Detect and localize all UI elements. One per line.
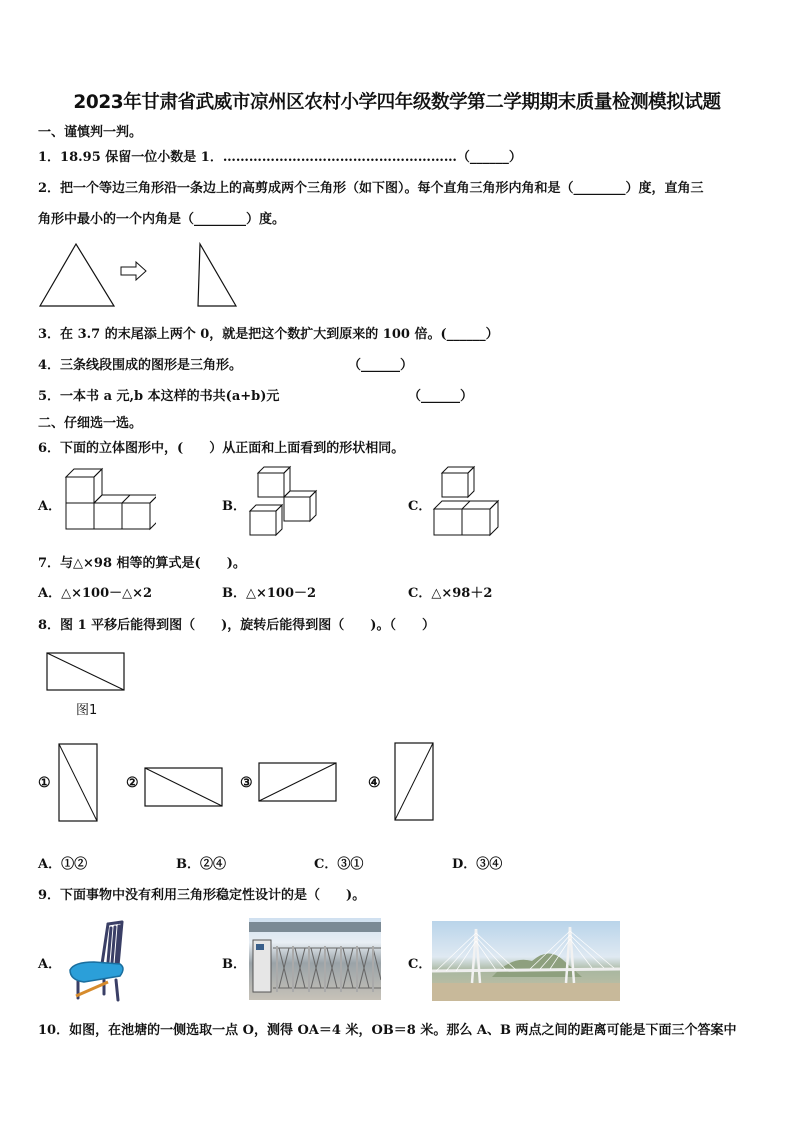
q8-figure-option-2 xyxy=(144,767,224,809)
q7-option-b: B．△×100－2 xyxy=(222,586,317,601)
q6-cube-figure-c xyxy=(430,465,500,537)
q9-option-c-label: C． xyxy=(408,957,432,972)
q8-figure-option-4 xyxy=(394,742,436,822)
q8-figure-option-1 xyxy=(58,743,100,823)
q8-marker-4: ④ xyxy=(368,775,381,791)
q9-retractable-gate-image xyxy=(249,918,381,1000)
page-title: 2023年甘肃省武威市凉州区农村小学四年级数学第二学期期末质量检测模拟试题 xyxy=(73,92,721,113)
q9-cable-bridge-image xyxy=(432,921,620,1001)
q8-figure-1-rectangle xyxy=(46,652,126,692)
q2-triangle-figure xyxy=(36,240,246,310)
question-3: 3．在 3.7 的末尾添上两个 0，就是把这个数扩大到原来的 100 倍。(______） xyxy=(38,327,499,342)
q6-option-a-label: A． xyxy=(38,499,62,514)
q6-option-c-label: C． xyxy=(408,499,432,514)
question-10: 10．如图，在池塘的一侧选取一点 O，测得 OA＝4 米，OB＝8 米。那么 A、B 两点之间的距离可能是下面三个答案中 xyxy=(38,1023,737,1038)
q8-option-d: D．③④ xyxy=(452,857,503,872)
q8-marker-3: ③ xyxy=(240,775,253,791)
arrow-icon xyxy=(121,262,146,280)
question-9: 9．下面事物中没有利用三角形稳定性设计的是（ )。 xyxy=(38,888,366,903)
q8-marker-1: ① xyxy=(38,775,51,791)
q8-marker-2: ② xyxy=(126,775,139,791)
q7-option-c: C．△×98＋2 xyxy=(408,586,493,601)
question-5: 5．一本书 a 元,b 本这样的书共(a+b)元 xyxy=(38,389,280,404)
q9-option-a-label: A． xyxy=(38,957,62,972)
q9-chair-image xyxy=(64,918,128,1004)
question-2-line-1: 2．把一个等边三角形沿一条边上的高剪成两个三角形（如下图）。每个直角三角形内角和是（________）度，直角三 xyxy=(38,181,704,196)
equilateral-triangle xyxy=(40,244,114,306)
q6-cube-figure-a xyxy=(60,467,156,535)
q8-option-b: B．②④ xyxy=(176,857,226,872)
question-7: 7．与△×98 相等的算式是( )。 xyxy=(38,556,246,571)
section-heading-choose: 二、仔细选一选。 xyxy=(38,416,143,431)
question-4: 4．三条线段围成的图形是三角形。 xyxy=(38,358,243,373)
q9-option-b-label: B． xyxy=(222,957,246,972)
question-5-blank: （______） xyxy=(408,389,474,404)
q8-option-a: A．①② xyxy=(38,857,88,872)
q8-option-c: C．③① xyxy=(314,857,364,872)
q8-figure-option-3 xyxy=(258,762,338,804)
q7-option-a: A．△×100－△×2 xyxy=(38,586,153,601)
question-4-blank: （______） xyxy=(348,358,414,373)
right-triangle xyxy=(198,244,236,306)
q6-cube-figure-b xyxy=(244,465,324,537)
q6-option-b-label: B． xyxy=(222,499,246,514)
question-6: 6．下面的立体图形中，( ）从正面和上面看到的形状相同。 xyxy=(38,441,405,456)
question-8: 8．图 1 平移后能得到图（ )，旋转后能得到图（ )。（ ） xyxy=(38,618,435,633)
section-heading-judge: 一、谨慎判一判。 xyxy=(38,125,143,140)
question-1: 1．18.95 保留一位小数是 1．………………………………………………（______） xyxy=(38,150,522,165)
q8-figure-1-label: 图1 xyxy=(76,703,98,718)
question-2-line-2: 角形中最小的一个内角是（________）度。 xyxy=(38,212,286,227)
